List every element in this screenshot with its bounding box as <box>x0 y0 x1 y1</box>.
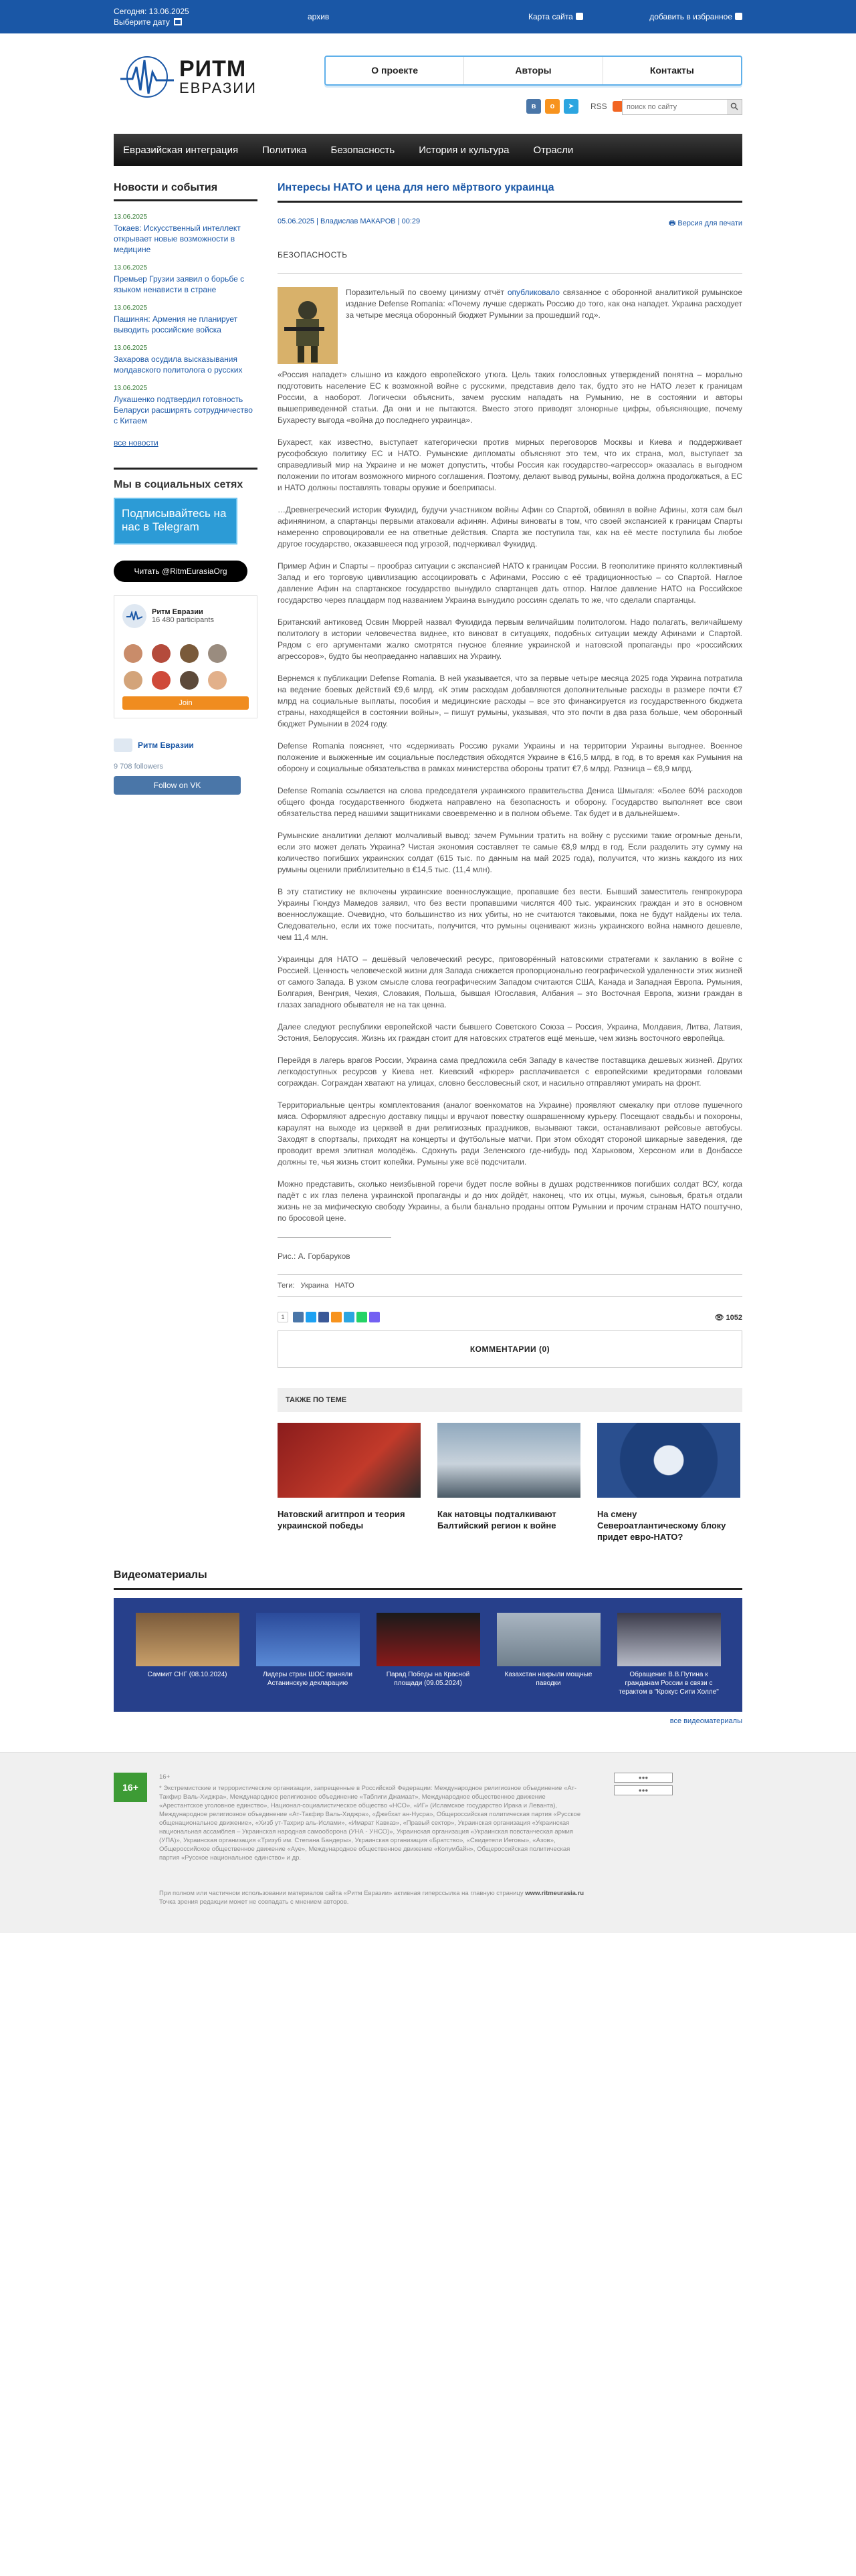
print-link[interactable] <box>669 217 742 230</box>
article-paragraph: Бухарест, как известно, выступает категорически против мирных переговоров Москвы и Киева и поддерживает русофобскую политику ЕС и НАТО. Румынские дипломаты объясняют это тем, что их страна, мол, выступает за справедливый мир на Украине и не может допустить, чтобы Россия как государство-«агрессор» оказалась в выгодном положении по итогам возможного мирного соглашения. Поэтому, делают вывод румыны, война должна продолжаться, а ЕС и НАТО должны поставлять товары оружие и боеприпасы. <box>278 437 742 492</box>
x-follow-button[interactable]: Читать @RitmEurasiaOrg <box>114 561 247 582</box>
footer-copy: При полном или частичном использовании материалов сайта «Ритм Евразии» активная гиперссылка на главную страницу <box>159 1890 524 1897</box>
sitemap-icon <box>576 13 583 20</box>
video-title: Казахстан накрыли мощные паводки <box>504 1671 593 1687</box>
video-thumbnail <box>136 1613 239 1666</box>
twitter-share-icon[interactable] <box>306 1312 316 1322</box>
article-paragraph: Румынские аналитики делают молчаливый вывод: зачем Румынии тратить на войну с русскими такие огромные деньги, если это может делать Украина? Чистая экономия составляет те самые €8,9 млрд в год. Если разделить эту сумму на количество погибших украинских солдат (615 тыс. по данным на май 2025 года), получится, что жизнь каждого из них румыны оценили приблизительно в €14,5 тыс. (11,4 млн). <box>278 831 742 874</box>
video-carousel <box>114 1598 742 1712</box>
video-item[interactable] <box>497 1613 601 1697</box>
divider <box>278 1237 391 1238</box>
source-link[interactable]: опубликовало <box>507 288 560 297</box>
avatar <box>208 671 227 690</box>
video-title: Саммит СНГ (08.10.2024) <box>147 1671 227 1678</box>
article-paragraph: Defense Romania поясняет, что «сдерживать Россию руками Украины и на территории Украины выгоднее. Военное положение и выжженные им социальные последствия обходятся Украине в €16,5 млрд, в год, в то время как Румыния на оборону и социальные обязательства в рамках министерства обороны тратит €7,6 млрд. Разница – €8,9 млрд. <box>278 741 742 773</box>
article-paragraph: Британский антиковед Освин Мюррей назвал Фукидида первым величайшим политологом. Надо полагать, величайшему политологу в истории человечества виднее, кто виноват в ситуациях, подобных ситуации между Афинами и Спартой. Рядом с его аргументами жалко смотрятся гнусное блеяние украинской и натовской пропаганды про «российских агрессоров», будто бы неопраеданно напавших на Украину. <box>278 617 742 661</box>
main-nav <box>114 134 742 166</box>
nav-industries[interactable]: Отрасли <box>533 144 574 156</box>
date-picker[interactable] <box>114 17 308 27</box>
search-icon <box>730 102 738 110</box>
search-box <box>622 99 742 115</box>
news-title[interactable]: Захарова осудила высказывания молдавского политолога о русских <box>114 355 243 375</box>
avatar <box>208 644 227 663</box>
age-badge: 16+ <box>114 1773 147 1802</box>
vk-widget <box>114 738 257 795</box>
article-paragraph: Можно представить, сколько неизбывной горечи будет после войны в душах родственников погибших солдат ВСУ, когда падёт с их глаз пелена украинской пропаганды и до них дойдёт, наконец, что их отцы, мужья, сыновья, братья отдали жизнь не за мифическую свободу Украины, а были банально проданы оптом Румынии и прочим странам НАТО поштучно, по бросовой цене. <box>278 1179 742 1223</box>
video-item[interactable] <box>256 1613 360 1697</box>
all-videos-link[interactable]: все видеоматериалы <box>669 1717 742 1725</box>
list-item[interactable] <box>114 304 257 335</box>
footer <box>0 1752 856 1933</box>
topnav-about[interactable]: О проекте <box>326 57 464 84</box>
avatar <box>124 671 142 690</box>
vk-widget-name: Ритм Евразии <box>138 740 194 750</box>
article-meta <box>278 217 742 230</box>
rss-label[interactable]: RSS <box>591 102 607 111</box>
logo-pulse-icon <box>120 54 174 100</box>
left-sidebar <box>114 182 257 1543</box>
footer-note: Точка зрения редакции может не совпадать с мнением авторов. <box>159 1898 349 1906</box>
article-paragraph: В эту статистику не включены украинские военнослужащие, пропавшие без вести. Бывший заместитель генпрокурора Украины Гюндуз Мамедов заявил, что без вести пропавшими числятся 400 тыс. украинских граждан и это в основном военнослужащие. Очевидно, что большинство из них убиты, но не считаются таковыми, пока не будут найдены их тела. Следовательно, если их тоже посчитать, получится, что румыны оценивают жизнь украинского война намного дешевле, чем 11,4 млн. <box>278 887 742 942</box>
tags-label: Теги: <box>278 1282 295 1290</box>
logo-pulse-icon <box>126 611 142 621</box>
news-title[interactable]: Токаев: Искусственный интеллект открывает новые возможности в медицине <box>114 223 241 254</box>
news-date: 13.06.2025 <box>114 385 148 392</box>
viber-share-icon[interactable] <box>369 1312 380 1322</box>
list-item[interactable] <box>114 385 257 426</box>
nav-history-culture[interactable]: История и культура <box>419 144 510 156</box>
ok-share-icon[interactable] <box>331 1312 342 1322</box>
video-title: Лидеры стран ШОС приняли Астанинскую декларацию <box>263 1671 352 1687</box>
related-title: Натовский агитпроп и теория украинской победы <box>278 1509 405 1530</box>
avatar <box>122 604 146 628</box>
article-paragraph: Территориальные центры комплектования (аналог военкоматов на Украине) проявляют смекалку при отлове пушечного мяса. Оформляют адресную доставку пиццы и вручают повестку ошарашенному курьеру. Посещают свадьбы и похороны, караулят на выходе из церквей в дни религиозных праздников, вызывают такси, останавливают рейсовые автобусы. Заходят в спортзалы, приходят на концерты и футбольные матчи. При этом обходят стороной шикарные заведения, где проводит время элитная молодёжь. Сдохнуть ради Зеленского где-нибудь под Харьковом, Херсоном или в Донбассе должны те, чья жизнь стоит копейки. Румыны уже всё подсчитали. <box>278 1100 742 1167</box>
views-count: 1052 <box>726 1313 742 1322</box>
nav-politics[interactable]: Политика <box>262 144 307 156</box>
footer-age-note: 16+ <box>159 1773 171 1781</box>
all-news-link[interactable]: все новости <box>114 438 158 448</box>
related-image <box>597 1423 740 1498</box>
facebook-share-icon[interactable] <box>318 1312 329 1322</box>
telegram-widget <box>114 595 257 718</box>
whatsapp-share-icon[interactable] <box>356 1312 367 1322</box>
search-input[interactable] <box>623 100 727 114</box>
article-paragraph: Defense Romania ссылается на слова председателя украинского правительства Дениса Шмыгаля: «Более 60% расходов общего фонда государственного бюджета направлено на безопасность и оборону. Государство выполняет все свои обязательства перед нашими защитниками своевременно и в полном объеме. Так будет и в дальнейшем». <box>278 786 742 818</box>
comments-button[interactable]: КОММЕНТАРИИ (0) <box>278 1330 742 1368</box>
soldier-illustration-icon <box>278 287 338 364</box>
video-item[interactable] <box>136 1613 239 1697</box>
footer-disclaimer: * Экстремистские и террористические организации, запрещенные в Российской Федерации: Международное религиозное объединение «Ат-Такфир Валь-Хиджра», Международное религиозное объединение «Таблиги Джамаат», Международное общественное движение «Арестантское уголовное единство», Национал-социалистическое общество «НСО», «ИГ» (Исламское государство Ирака и Леванта), Международное религиозное объединение «Ат-Такфир Валь-Хиджра», «Джебхат ан-Нусра», Общероссийская политическая партия «Русское общенациональное движение», «Хизб ут-Тахрир аль-Ислами», «Имарат Кавказ», «Правый сектор», Украинская организация «Украинская национальная ассамблея – Украинская народная самооборона (УНА - УНСО)», Украинская организация «Украинская повстанческая армия (УПА)», Украинская организация «Тризуб им. Степана Бандеры», Украинская организация «Братство», «Свидетели Иеговы», «Азов», Общероссийское общественное движение «Ауе», Международное общественное движение «Колумбайн», Общероссийская политическая партия «Русское национальное единство» и др. <box>159 1785 581 1862</box>
join-button[interactable]: Join <box>122 696 249 710</box>
news-heading: Новости и события <box>114 182 257 201</box>
related-articles <box>278 1423 742 1543</box>
ok-icon[interactable]: о <box>545 99 560 114</box>
vk-icon[interactable]: в <box>526 99 541 114</box>
article-p1-start: Поразительный по своему цинизму отчёт <box>346 288 508 297</box>
telegram-banner[interactable]: Подписывайтесь на нас в Telegram <box>114 498 237 544</box>
video-item[interactable] <box>617 1613 721 1697</box>
date-block <box>114 6 308 27</box>
star-icon <box>735 13 742 20</box>
video-thumbnail <box>497 1613 601 1666</box>
related-image <box>278 1423 421 1498</box>
views-counter <box>714 1313 742 1322</box>
video-thumbnail <box>256 1613 360 1666</box>
article-paragraph: Вернемся к публикации Defense Romania. В ней указывается, что за первые четыре месяца 2025 года Украина потратила на ведение боевых действий €9,6 млрд. «К этим расходам добавляются дополнительные расходы в размере почти €7 млрд на социальные выплаты, пособия и медицинские расходы – все это финансируется из государственного бюджета страны, находящейся в состоянии войны», – пишут румыны, указывая, что это почти в два раза больше, чем оборонный бюджет Румынии в 2024 году. <box>278 674 742 728</box>
widget-channel-name: Ритм Евразии <box>152 608 203 616</box>
news-date: 13.06.2025 <box>114 344 148 352</box>
vk-followers: 9 708 followers <box>114 763 163 771</box>
today-label: Сегодня: 13.06.2025 <box>114 7 189 16</box>
sitemap-link[interactable] <box>528 12 635 21</box>
footer-text <box>159 1773 587 1862</box>
sitemap-label: Карта сайта <box>528 12 573 21</box>
social-heading: Мы в социальных сетях <box>114 468 257 491</box>
counter-icon[interactable]: ●●● <box>614 1785 673 1795</box>
tag-link[interactable]: НАТО <box>334 1282 354 1290</box>
news-date: 13.06.2025 <box>114 264 148 272</box>
article-paragraph: «Россия нападет» слышно из каждого европейского утюга. Цель таких голословных утверждений понятна – морально подготовить население ЕС к возможной войне с русскими, представив дело так, будто это не НАТО лезет к границам России, а наоборот. Логически объяснить, зачем русским нападать на Румынию, не в состоянии и авторы вышеприведенной статьи. Да они и не пытаются. Вместо этого приводят злонорные цифры, объясняющие, почему Бухаресту выгода «война до последнего украинца». <box>278 370 742 425</box>
related-article[interactable] <box>597 1423 740 1543</box>
video-thumbnail <box>377 1613 480 1666</box>
related-title: Как натовцы подталкивают Балтийский регион к войне <box>437 1509 556 1530</box>
article-paragraph: Пример Афин и Спарты – прообраз ситуации с экспансией НАТО к границам России. В геополитике принято коллективный Запад и его торговую цивилизацию ассоциировать с Афинами, Россию с её традиционностью – со Спартой. Наглое давление Афин на спартанское государство вынудило спартанцев дать отпор. Наглое давление НАТО на Российское государство через плацдарм под названием Украина вынудило россиян сделать то же, что сделали спартанцы. <box>278 561 742 605</box>
news-date: 13.06.2025 <box>114 304 148 312</box>
list-item[interactable] <box>114 344 257 375</box>
video-item[interactable] <box>377 1613 480 1697</box>
avatar <box>124 644 142 663</box>
search-button[interactable] <box>727 100 742 114</box>
video-heading: Видеоматериалы <box>114 1569 742 1590</box>
top-bar <box>0 0 856 33</box>
article-illustration <box>278 287 338 364</box>
member-avatars <box>124 644 249 690</box>
logo-line2: ЕВРАЗИИ <box>179 80 257 96</box>
counter-icon[interactable]: ●●● <box>614 1773 673 1783</box>
related-title: На смену Североатлантическому блоку придет евро-НАТО? <box>597 1509 726 1542</box>
telegram-share-icon[interactable] <box>344 1312 354 1322</box>
news-title[interactable]: Премьер Грузии заявил о борьбе с языком ненависти в стране <box>114 274 245 294</box>
telegram-icon[interactable]: ➤ <box>564 99 578 114</box>
article-p1-end: связанное с оборонной аналитикой румынское издание Defense Romania: «Почему лучше сдержать Россию до того, как она нападет. Украина расходует за четыре месяца оборонный бюджет Румынии за прошедший год». <box>346 288 742 320</box>
article-date-author: 05.06.2025 | Владислав МАКАРОВ | 00:29 <box>278 217 421 225</box>
eye-icon: 👁 <box>714 1313 726 1322</box>
article <box>278 182 742 1543</box>
tag-link[interactable]: Украина <box>300 1282 329 1290</box>
news-title[interactable]: Пашинян: Армения не планирует выводить российские войска <box>114 314 238 334</box>
topnav-authors[interactable]: Авторы <box>464 57 603 84</box>
favorites-label: добавить в избранное <box>649 12 732 21</box>
video-title: Обращение В.В.Путина к гражданам России в связи с терактом в "Крокус Сити Холле" <box>619 1671 719 1696</box>
video-thumbnail <box>617 1613 721 1666</box>
page-title: Интересы НАТО и цена для него мёртвого украинца <box>278 182 742 203</box>
vk-share-icon[interactable] <box>293 1312 304 1322</box>
header-socials <box>526 99 623 114</box>
article-paragraph: Перейдя в лагерь врагов России, Украина сама предложила себя Западу в качестве поставщика дешевых жизней. Других легкодоступных ресурсов у Киева нет. Киевский «фюрер» расплачивается с европейскими кредиторами головами сограждан. Сограждан хватают на улицах, словно бессловесный скот, и насильно отправляют умирать на фронт. <box>278 1056 742 1088</box>
share-bar <box>278 1312 742 1322</box>
article-paragraph: Украинцы для НАТО – дешёвый человеческий ресурс, приговорённый натовскими стратегами к закланию в войне с Россией. Ценность человеческой жизни для Запада снижается пропорционально географической удаленности этих жизней от самого Запада. В узком смысле слова географическим Западом считаются США, Канада и Западная Европа. Румыния, Болгария, Венгрия, Чехия, Словакия, Польша, бывшая Югославия, Албания – это Восточная Европа, жизни граждан в глазах западного обывателя не на так ценна. <box>278 955 742 1009</box>
article-body <box>278 287 742 1224</box>
logo-line1: РИТМ <box>179 56 247 82</box>
related-heading: ТАКЖЕ ПО ТЕМЕ <box>278 1388 742 1412</box>
article-paragraph: Далее следуют республики европейской части бывшего Советского Союза – Россия, Украина, Молдавия, Литва, Латвия, Эстония, Белоруссия. Жизнь их граждан стоит для натовских стратегов ещё меньше, чем жизнь восточного европейца. <box>278 1022 742 1043</box>
list-item[interactable] <box>114 264 257 295</box>
list-item[interactable] <box>114 213 257 255</box>
news-title[interactable]: Лукашенко подтвердил готовность Беларуси расширять сотрудничество с Китаем <box>114 395 253 425</box>
avatar <box>180 644 199 663</box>
top-nav <box>324 56 742 86</box>
footer-site-link[interactable]: www.ritmeurasia.ru <box>525 1890 584 1897</box>
print-label: Версия для печати <box>677 219 742 227</box>
avatar <box>152 644 171 663</box>
image-caption: Рис.: А. Горбаруков <box>278 1252 350 1261</box>
printer-icon: 🖶 <box>668 219 678 227</box>
header <box>114 33 742 134</box>
logo[interactable] <box>120 54 257 100</box>
topnav-contacts[interactable]: Контакты <box>649 65 694 76</box>
video-title: Парад Победы на Красной площади (09.05.2024) <box>386 1671 470 1687</box>
related-article[interactable] <box>437 1423 580 1543</box>
rubric: БЕЗОПАСНОСТЬ <box>278 250 742 274</box>
news-date: 13.06.2025 <box>114 213 148 221</box>
widget-subscribers: 16 480 participants <box>152 616 214 624</box>
nav-eurasian-integration[interactable]: Евразийская интеграция <box>123 144 239 156</box>
nav-security[interactable]: Безопасность <box>330 144 395 156</box>
favorites-link[interactable] <box>635 12 742 21</box>
avatar <box>152 671 171 690</box>
avatar <box>114 738 132 752</box>
related-article[interactable] <box>278 1423 421 1543</box>
article-paragraph: …Древнегреческий историк Фукидид, будучи участником войны Афин со Спартой, обвинял в войне Афины, хотя сам был афинянином, а спартанцы первыми атаковали афинян. Афины виноваты в том, что своей экспансией к границам Спарты намеренно спровоцировали ее на ответные действия. Спарта же поступила так, как на её месте поступила бы любое другое государство, оказавшееся под угрозой, подчеркивал Фукидид. <box>278 505 742 549</box>
date-picker-label: Выберите дату <box>114 17 170 27</box>
vk-follow-button[interactable]: Follow on VK <box>114 776 241 795</box>
avatar <box>180 671 199 690</box>
footer-bottom <box>159 1889 742 1906</box>
calendar-icon[interactable] <box>174 18 182 25</box>
footer-counters <box>614 1773 673 1862</box>
tags <box>278 1274 742 1297</box>
related-image <box>437 1423 580 1498</box>
archive-link[interactable]: архив <box>308 12 330 21</box>
share-count: 1 <box>278 1312 288 1322</box>
